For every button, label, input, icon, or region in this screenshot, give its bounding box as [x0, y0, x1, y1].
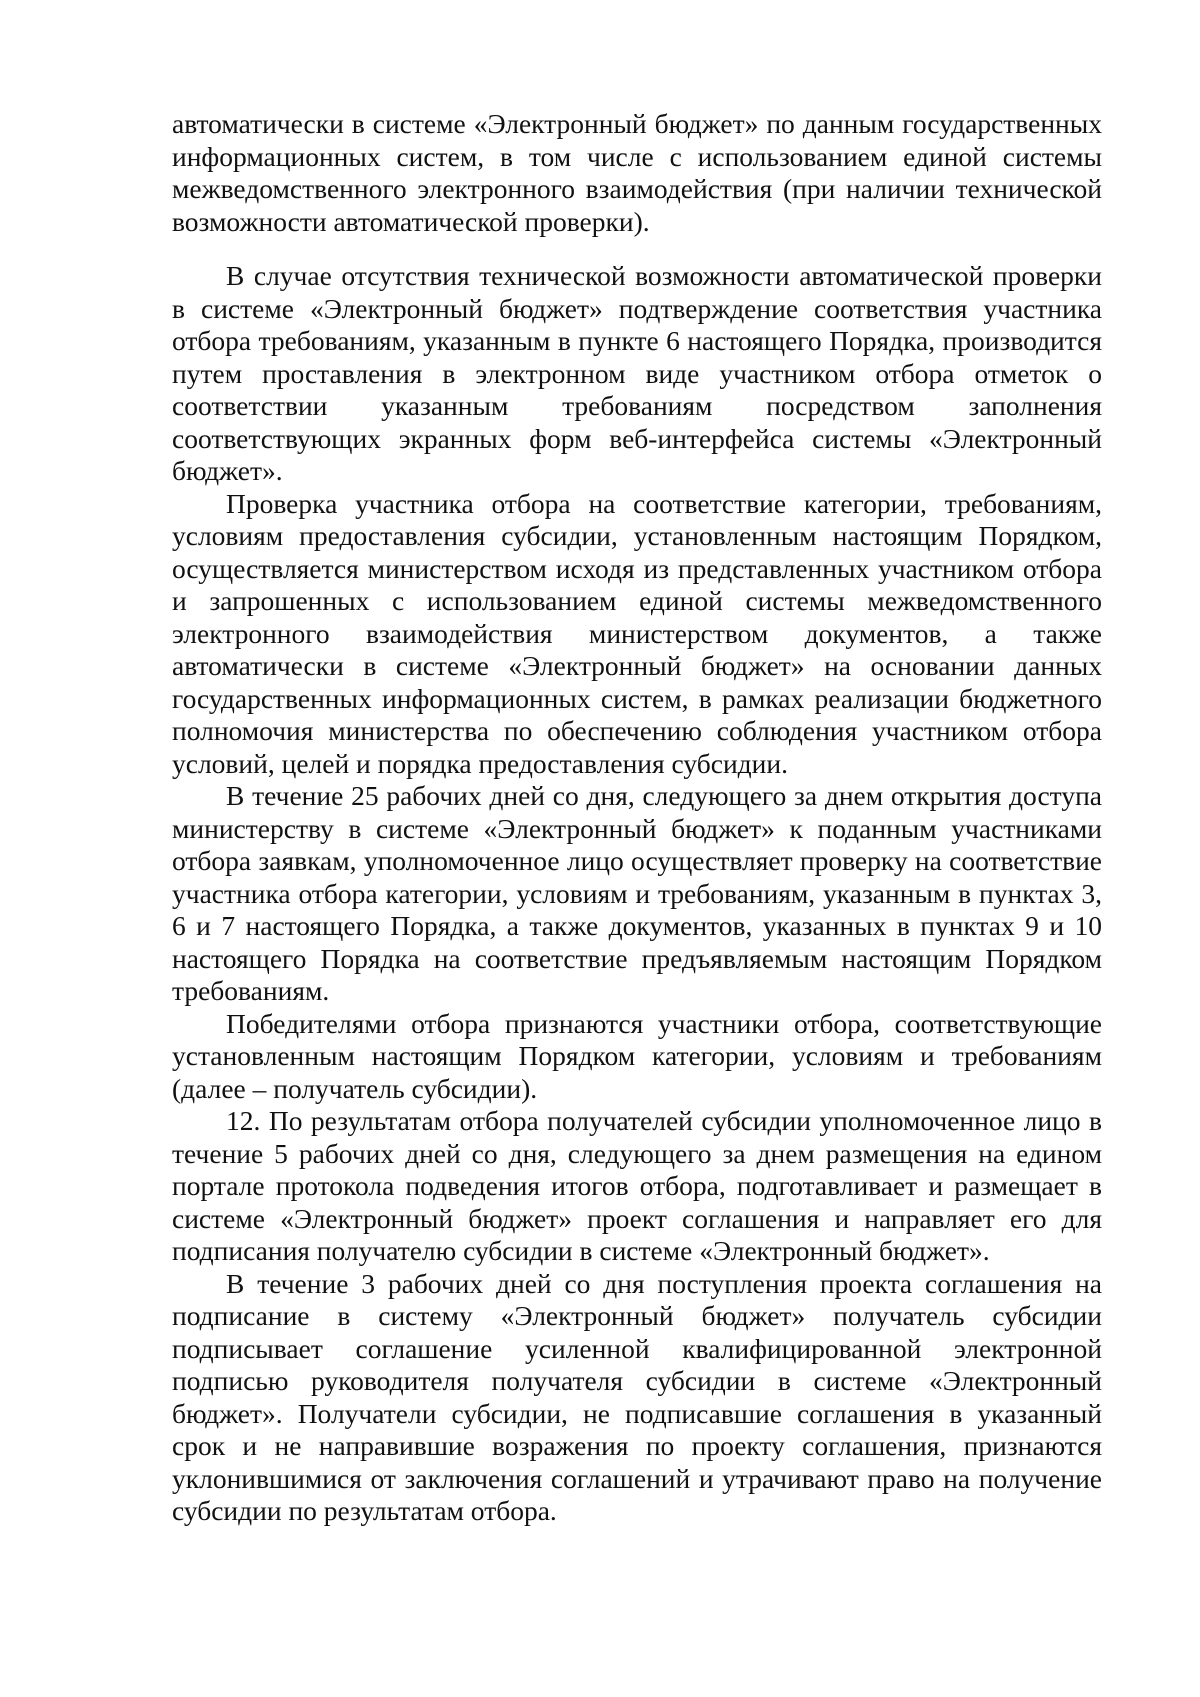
paragraph-winners: Победителями отбора признаются участники отбора, соответствующие установленным настоящим Порядком категории, условиям и требованиям (далее – получатель субсидии).: [172, 1007, 1102, 1104]
paragraph-participant-check: Проверка участника отбора на соответствие категории, требованиям, условиям предоставления субсидии, установленным настоящим Порядком, осуществляется министерством исходя из представленных участником отбора и запрошенных с использованием единой системы межведомственного электронного взаимодействия министерством документов, а также автоматически в системе «Электронный бюджет» на основании данных государственных информационных систем, в рамках реализации бюджетного полномочия министерства по обеспечению соблюдения участником отбора условий, целей и порядка предоставления субсидии.: [172, 487, 1102, 779]
paragraph-item-12: 12. По результатам отбора получателей субсидии уполномоченное лицо в течение 5 рабочих дней со дня, следующего за днем размещения на едином портале протокола подведения итогов отбора, подготавливает и размещает в системе «Электронный бюджет» проект соглашения и направляет его для подписания получателю субсидии в системе «Электронный бюджет».: [172, 1105, 1102, 1266]
paragraph-review-period: В течение 25 рабочих дней со дня, следующего за днем открытия доступа министерству в системе «Электронный бюджет» к поданным участниками отбора заявкам, уполномоченное лицо осуществляет проверку на соответствие участника отбора категории, условиям и требованиям, указанным в пунктах 3, 6 и 7 настоящего Порядка, а также документов, указанных в пунктах 9 и 10 настоящего Порядка на соответствие предъявляемым настоящим Порядком требованиям.: [172, 780, 1102, 1006]
document-page: [172, 108, 1102, 1528]
paragraph-continuation: автоматически в системе «Электронный бюджет» по данным государственных информационных систем, в том числе с использованием единой системы межведомственного электронного взаимодействия (при наличии технической возможности автоматической проверки).: [172, 108, 1102, 237]
paragraph-signing: В течение 3 рабочих дней со дня поступления проекта соглашения на подписание в систему «Электронный бюджет» получатель субсидии подписывает соглашение усиленной квалифицированной электронной подписью руководителя получателя субсидии в системе «Электронный бюджет». Получатели субсидии, не подписавшие соглашения в указанный срок и не направившие возражения по проекту соглашения, признаются уклонившимися от заключения соглашений и утрачивают право на получение субсидии по результатам отбора.: [172, 1267, 1102, 1526]
paragraph-technical-check: В случае отсутствия технической возможности автоматической проверки в системе «Электронный бюджет» подтверждение соответствия участника отбора требованиям, указанным в пункте 6 настоящего Порядка, производится путем проставления в электронном виде участником отбора отметок о соответствии указанным требованиям посредством заполнения соответствующих экранных форм веб-интерфейса системы «Электронный бюджет».: [172, 260, 1102, 486]
